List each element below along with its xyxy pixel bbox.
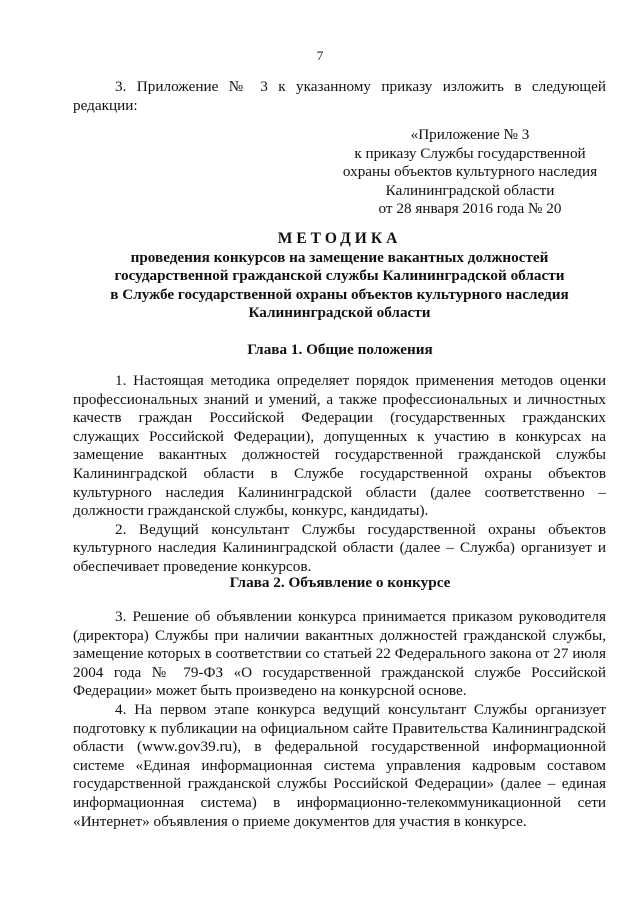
chapter-2-body — [73, 608, 606, 831]
chapter-2-heading: Глава 2. Объявление о конкурсе — [229, 574, 451, 591]
title-line-3: в Службе государственной охраны объектов культурного наследия — [110, 285, 569, 303]
title-line-1: проведения конкурсов на замещение вакантных должностей — [130, 248, 549, 266]
paragraph-3: 3. Решение об объявлении конкурса принимается приказом руководителя (директора) Службы при наличии вакантных должностей гражданской службы, замещение которых в соответствии со статьей 22 Федерального закона от 27 июля 2004 года № 79-ФЗ «О государственной гражданской службе Российской Федерации» может быть произведено на конкурсной основе. — [73, 608, 606, 700]
appendix-line-3: охраны объектов культурного наследия — [342, 163, 598, 181]
item-3 — [73, 78, 606, 115]
appendix-reference — [330, 126, 610, 219]
page-number: 7 — [316, 48, 324, 63]
appendix-line-2: к приказу Службы государственной — [354, 144, 586, 162]
paragraph-1: 1. Настоящая методика определяет порядок применения методов оценки профессиональных знаний и умений, а также профессиональных и личностных качеств граждан Российской Федерации (государственных гражданских служащих Российской Федерации), допущенных к участию в конкурсах на замещение вакантных должностей государственной гражданской службы Калининградской области в Службе государственной охраны объектов культурного наследия Калининградской области (далее соответственно – должности гражданской службы, конкурс, кандидаты). — [73, 372, 606, 520]
appendix-line-1: «Приложение № 3 — [410, 126, 530, 143]
title-line-4: Калининградской области — [248, 304, 431, 322]
document-title — [73, 230, 606, 323]
paragraph-4: 4. На первом этапе конкурса ведущий консультант Службы организует подготовку к публикации на официальном сайте Правительства Калининградской области (www.gov39.ru), в федеральной государственной информационной системе «Единая информационная система управления кадровым составом государственной гражданской службы Российской Федерации» (далее – единая информационная система) в информационно-телекоммуникационной сети «Интернет» объявления о приеме документов для участия в конкурсе. — [73, 700, 606, 830]
appendix-line-5: от 28 января 2016 года № 20 — [378, 200, 562, 218]
chapter-1-heading: Глава 1. Общие положения — [247, 341, 433, 358]
chapter-1-body — [73, 372, 606, 577]
paragraph-item-3: 3. Приложение № 3 к указанному приказу изложить в следующей редакции: — [73, 78, 606, 114]
paragraph-2: 2. Ведущий консультант Службы государственной охраны объектов культурного наследия Калининградской области (далее – Служба) организует и обеспечивает проведение конкурсов. — [73, 520, 606, 575]
title-main: МЕТОДИКА — [277, 230, 402, 247]
title-line-2: государственной гражданской службы Калининградской области — [114, 267, 565, 285]
appendix-line-4: Калининградской области — [385, 181, 555, 199]
